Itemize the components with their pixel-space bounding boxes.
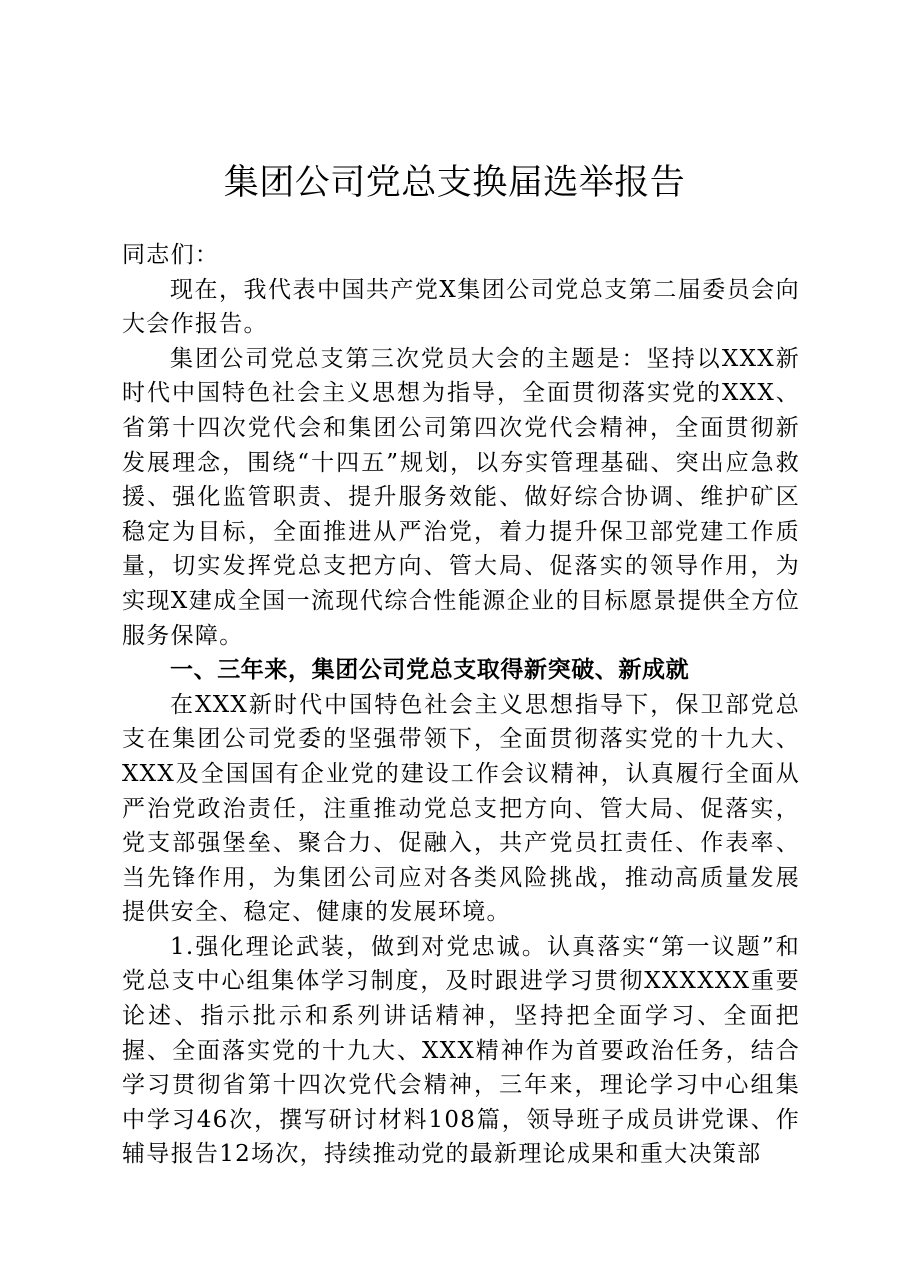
paragraph-theme: 集团公司党总支第三次党员大会的主题是：坚持以XXX新时代中国特色社会主义思想为指导，全面贯彻落实党的XXX、省第十四次党代会和集团公司第四次党代会精神，全面贯彻新发展理念，围绕“十四五”规划，以夯实管理基础、突出应急救援、强化监管职责、提升服务效能、做好综合协调、维护矿区稳定为目标，全面推进从严治党，着力提升保卫部党建工作质量，切实发挥党总支把方向、管大局、促落实的领导作用，为实现X建成全国一流现代综合性能源企业的目标愿景提供全方位服务保障。 [122,345,800,649]
section-heading: 一、三年来，集团公司党总支取得新突破、新成就 [170,657,690,684]
paragraph-intro: 现在，我代表中国共产党X集团公司党总支第二届委员会向大会作报告。 [122,276,800,338]
paragraph-achievements: 在XXX新时代中国特色社会主义思想指导下，保卫部党总支在集团公司党委的坚强带领下，全面贯彻落实党的十九大、XXX及全国国有企业党的建设工作会议精神，认真履行全面从严治党政治责任，注重推动党总支把方向、管大局、促落实，党支部强堡垒、聚合力、促融入，共产党员扛责任、作表率、当先锋作用，为集团公司应对各类风险挑战，推动高质量发展提供安全、稳定、健康的发展环境。 [122,691,800,926]
document-title: 集团公司党总支换届选举报告 [223,163,686,203]
paragraph-theory: 1.强化理论武装，做到对党忠诚。认真落实“第一议题”和党总支中心组集体学习制度，及时跟进学习贯彻XXXXXX重要论述、指示批示和系列讲话精神，坚持把全面学习、全面把握、全面落实党的十九大、XXX精神作为首要政治任务，结合学习贯彻省第十四次党代会精神，三年来，理论学习中心组集中学习46次，撰写研讨材料108篇，领导班子成员讲党课、作辅导报告12场次，持续推动党的最新理论成果和重大决策部 [122,933,800,1168]
document-body [122,238,800,1172]
salutation: 同志们： [122,242,220,268]
